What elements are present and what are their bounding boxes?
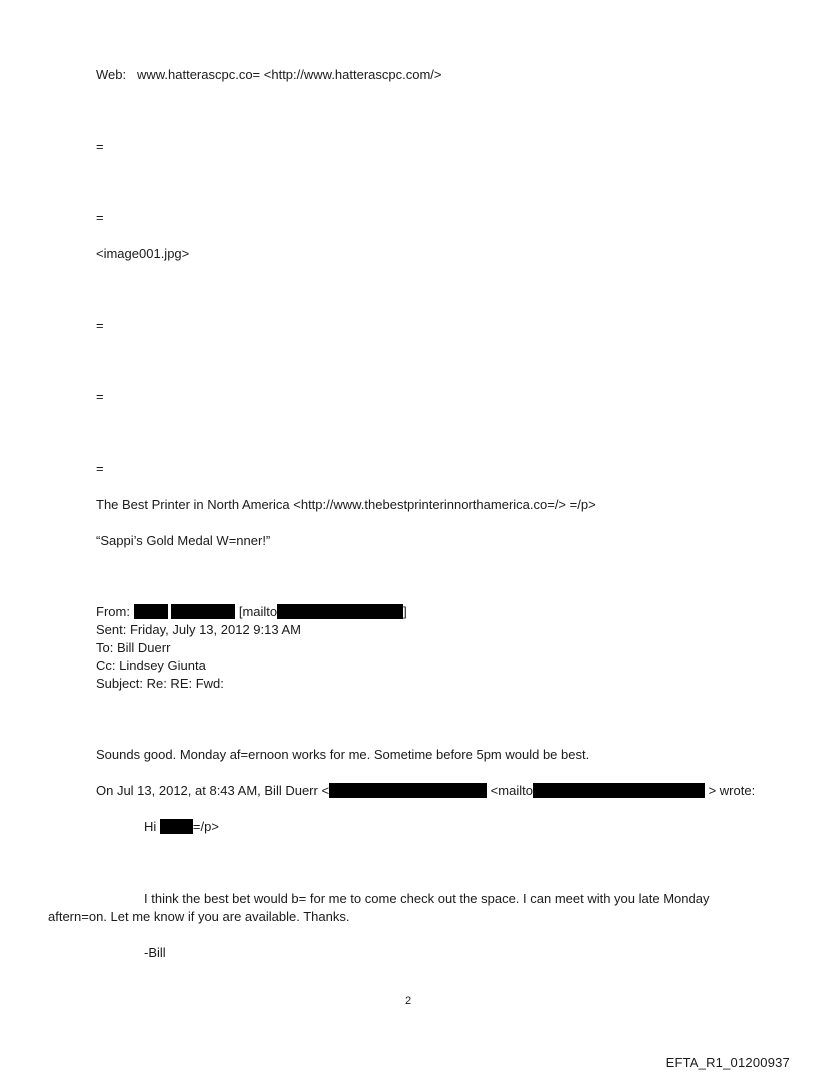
image-reference: <image001.jpg> <box>96 246 190 261</box>
signature-award: “Sappi’s Gold Medal W=nner!” <box>96 533 271 548</box>
mailto-open: [mailto <box>238 604 278 619</box>
redaction-block <box>533 783 705 798</box>
document-id: EFTA_R1_01200937 <box>665 1055 790 1070</box>
header-sent: Sent: Friday, July 13, 2012 9:13 AM <box>96 622 301 637</box>
redaction-block <box>329 783 487 798</box>
paragraph-line-2: aftern=on. Let me know if you are available. Thanks. <box>48 909 350 924</box>
redaction-block <box>277 604 403 619</box>
mailto-close: ] <box>403 604 407 619</box>
equals-line: = <box>96 461 104 476</box>
web-value: www.hatterascpc.co= <http://www.hatterascpc.com/> <box>136 67 442 82</box>
signature-printer: The Best Printer in North America <http://www.thebestprinterinnorthamerica.co=/> =/p> <box>96 497 596 512</box>
equals-line: = <box>96 139 104 154</box>
greeting-line <box>144 819 219 835</box>
paragraph-line-1: I think the best bet would b= for me to come check out the space. I can meet with you late Monday <box>144 891 710 906</box>
equals-line: = <box>96 210 104 225</box>
page-number: 2 <box>404 995 412 1007</box>
quote-mailto: <mailto <box>490 783 533 798</box>
signoff: -Bill <box>144 945 166 960</box>
header-to: To: Bill Duerr <box>96 640 171 655</box>
header-from <box>96 603 407 621</box>
from-label: From: <box>96 604 130 619</box>
quote-wrote: > wrote: <box>708 783 756 798</box>
equals-line: = <box>96 389 104 404</box>
greeting-suffix: =/p> <box>192 819 219 834</box>
redaction-block <box>171 604 235 619</box>
header-subject: Subject: Re: RE: Fwd: <box>96 676 224 691</box>
equals-line: = <box>96 318 104 333</box>
web-label: Web: <box>96 67 127 82</box>
redaction-block <box>134 604 168 619</box>
quote-intro: On Jul 13, 2012, at 8:43 AM, Bill Duerr < <box>96 783 330 798</box>
header-cc: Cc: Lindsey Giunta <box>96 658 206 673</box>
redaction-block <box>160 819 193 834</box>
reply-text: Sounds good. Monday af=ernoon works for me. Sometime before 5pm would be best. <box>96 747 590 762</box>
greeting: Hi <box>144 819 157 834</box>
web-line <box>96 67 442 83</box>
quote-intro-line <box>96 783 755 799</box>
